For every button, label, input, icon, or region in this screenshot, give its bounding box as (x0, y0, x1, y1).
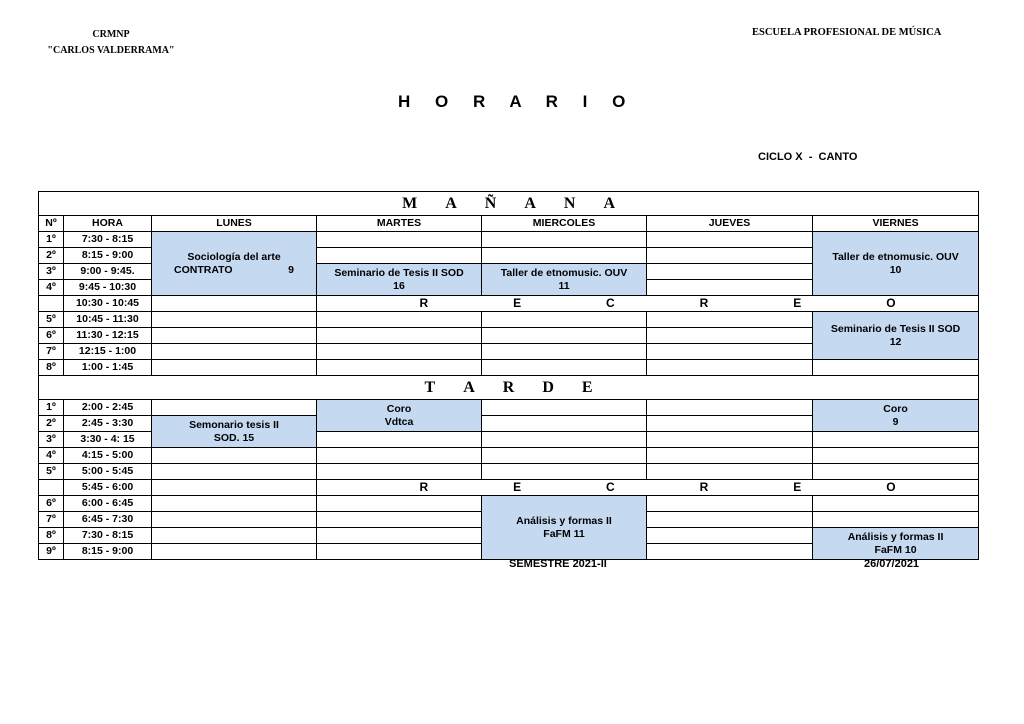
empty-cell (317, 360, 482, 376)
school-name: "CARLOS VALDERRAMA" (47, 45, 175, 56)
row-num: 7º (39, 512, 64, 528)
empty-cell (482, 232, 647, 248)
row-hora: 8:15 - 9:00 (64, 248, 152, 264)
row-num: 5º (39, 464, 64, 480)
empty-cell (482, 360, 647, 376)
row-hora: 10:30 - 10:45 (64, 296, 152, 312)
class-viernes-seminario: Seminario de Tesis II SOD 12 (813, 312, 979, 360)
empty-cell (813, 512, 979, 528)
class-miercoles-taller: Taller de etnomusic. OUV 11 (482, 264, 647, 296)
empty-cell (317, 544, 482, 560)
empty-cell (152, 512, 317, 528)
empty-cell (813, 496, 979, 512)
class-martes-coro: Coro Vdtca (317, 400, 482, 432)
table-row (39, 360, 979, 376)
empty-cell (317, 512, 482, 528)
row-hora: 4:15 - 5:00 (64, 448, 152, 464)
column-header-row (39, 216, 979, 232)
empty-cell (317, 464, 482, 480)
row-hora: 1:00 - 1:45 (64, 360, 152, 376)
empty-cell (152, 496, 317, 512)
manana-band: M A Ñ A N A (39, 192, 979, 216)
empty-cell (152, 360, 317, 376)
row-num: 9º (39, 544, 64, 560)
empty-cell (317, 344, 482, 360)
col-miercoles: MIERCOLES (482, 216, 647, 232)
recreo-row (39, 480, 979, 496)
col-jueves: JUEVES (647, 216, 813, 232)
school-short-name: CRMNP (92, 29, 130, 40)
col-hora: HORA (64, 216, 152, 232)
row-num: 1º (39, 232, 64, 248)
school-header (36, 27, 186, 59)
empty-cell (317, 448, 482, 464)
table-row (39, 448, 979, 464)
row-num: 3º (39, 264, 64, 280)
class-lunes-semonario: Semonario tesis II SOD. 15 (152, 416, 317, 448)
empty-cell (647, 496, 813, 512)
row-hora: 5:00 - 5:45 (64, 464, 152, 480)
class-lunes-sociologia: Sociología del arte CONTRATO 9 (152, 232, 317, 296)
empty-cell (482, 328, 647, 344)
empty-cell (152, 296, 317, 312)
row-hora: 7:30 - 8:15 (64, 232, 152, 248)
col-martes: MARTES (317, 216, 482, 232)
row-num: 6º (39, 496, 64, 512)
recreo-row (39, 296, 979, 312)
empty-cell (152, 344, 317, 360)
row-num: 8º (39, 528, 64, 544)
empty-cell (317, 528, 482, 544)
empty-cell (647, 528, 813, 544)
class-viernes-coro: Coro 9 (813, 400, 979, 432)
empty-cell (152, 312, 317, 328)
empty-cell (647, 360, 813, 376)
row-hora: 6:00 - 6:45 (64, 496, 152, 512)
empty-cell (152, 544, 317, 560)
class-miercoles-analisis: Análisis y formas II FaFM 11 (482, 496, 647, 560)
tarde-band: T A R D E (39, 376, 979, 400)
empty-cell (647, 264, 813, 280)
fecha-label: 26/07/2021 (864, 558, 920, 570)
col-num: Nº (39, 216, 64, 232)
empty-cell (152, 328, 317, 344)
empty-cell (482, 448, 647, 464)
col-lunes: LUNES (152, 216, 317, 232)
class-martes-seminario: Seminario de Tesis II SOD 16 (317, 264, 482, 296)
row-num: 2º (39, 416, 64, 432)
empty-cell (813, 432, 979, 448)
empty-cell (317, 496, 482, 512)
page-title: H O R A R I O (398, 92, 636, 111)
row-num: 6º (39, 328, 64, 344)
row-hora: 2:00 - 2:45 (64, 400, 152, 416)
row-num: 2º (39, 248, 64, 264)
ciclo-label: CICLO X - CANTO (758, 151, 858, 163)
empty-cell (482, 312, 647, 328)
row-num: 1º (39, 400, 64, 416)
class-viernes-analisis: Análisis y formas II FaFM 10 (813, 528, 979, 560)
empty-cell (152, 464, 317, 480)
table-row (39, 464, 979, 480)
empty-cell (647, 328, 813, 344)
empty-cell (317, 232, 482, 248)
row-num (39, 296, 64, 312)
empty-cell (317, 312, 482, 328)
row-hora: 11:30 - 12:15 (64, 328, 152, 344)
empty-cell (317, 328, 482, 344)
empty-cell (482, 344, 647, 360)
empty-cell (647, 448, 813, 464)
row-hora: 5:45 - 6:00 (64, 480, 152, 496)
row-hora: 2:45 - 3:30 (64, 416, 152, 432)
row-num: 7º (39, 344, 64, 360)
row-num: 3º (39, 432, 64, 448)
empty-cell (152, 400, 317, 416)
row-num: 4º (39, 280, 64, 296)
schedule-table (38, 191, 979, 560)
row-num: 5º (39, 312, 64, 328)
table-row (39, 400, 979, 416)
empty-cell (482, 464, 647, 480)
row-hora: 6:45 - 7:30 (64, 512, 152, 528)
empty-cell (647, 248, 813, 264)
empty-cell (482, 248, 647, 264)
row-hora: 7:30 - 8:15 (64, 528, 152, 544)
table-row (39, 232, 979, 248)
row-hora: 3:30 - 4: 15 (64, 432, 152, 448)
empty-cell (647, 416, 813, 432)
empty-cell (317, 432, 482, 448)
school-type: ESCUELA PROFESIONAL DE MÚSICA (752, 27, 942, 38)
empty-cell (317, 248, 482, 264)
empty-cell (482, 432, 647, 448)
empty-cell (813, 448, 979, 464)
row-num: 4º (39, 448, 64, 464)
empty-cell (647, 432, 813, 448)
table-row (39, 312, 979, 328)
recreo-label: R E C R E O (317, 480, 979, 496)
row-hora: 12:15 - 1:00 (64, 344, 152, 360)
semestre-label: SEMESTRE 2021-II (509, 558, 607, 570)
row-num: 8º (39, 360, 64, 376)
empty-cell (647, 464, 813, 480)
empty-cell (647, 280, 813, 296)
col-viernes: VIERNES (813, 216, 979, 232)
class-viernes-taller: Taller de etnomusic. OUV 10 (813, 232, 979, 296)
empty-cell (813, 464, 979, 480)
empty-cell (647, 312, 813, 328)
empty-cell (647, 344, 813, 360)
empty-cell (813, 360, 979, 376)
empty-cell (647, 400, 813, 416)
empty-cell (482, 416, 647, 432)
row-hora: 10:45 - 11:30 (64, 312, 152, 328)
row-hora: 8:15 - 9:00 (64, 544, 152, 560)
empty-cell (647, 232, 813, 248)
row-hora: 9:00 - 9:45. (64, 264, 152, 280)
empty-cell (482, 400, 647, 416)
row-num (39, 480, 64, 496)
table-row (39, 496, 979, 512)
row-hora: 9:45 - 10:30 (64, 280, 152, 296)
recreo-label: R E C R E O (317, 296, 979, 312)
empty-cell (152, 528, 317, 544)
empty-cell (152, 448, 317, 464)
empty-cell (647, 544, 813, 560)
empty-cell (152, 480, 317, 496)
empty-cell (647, 512, 813, 528)
